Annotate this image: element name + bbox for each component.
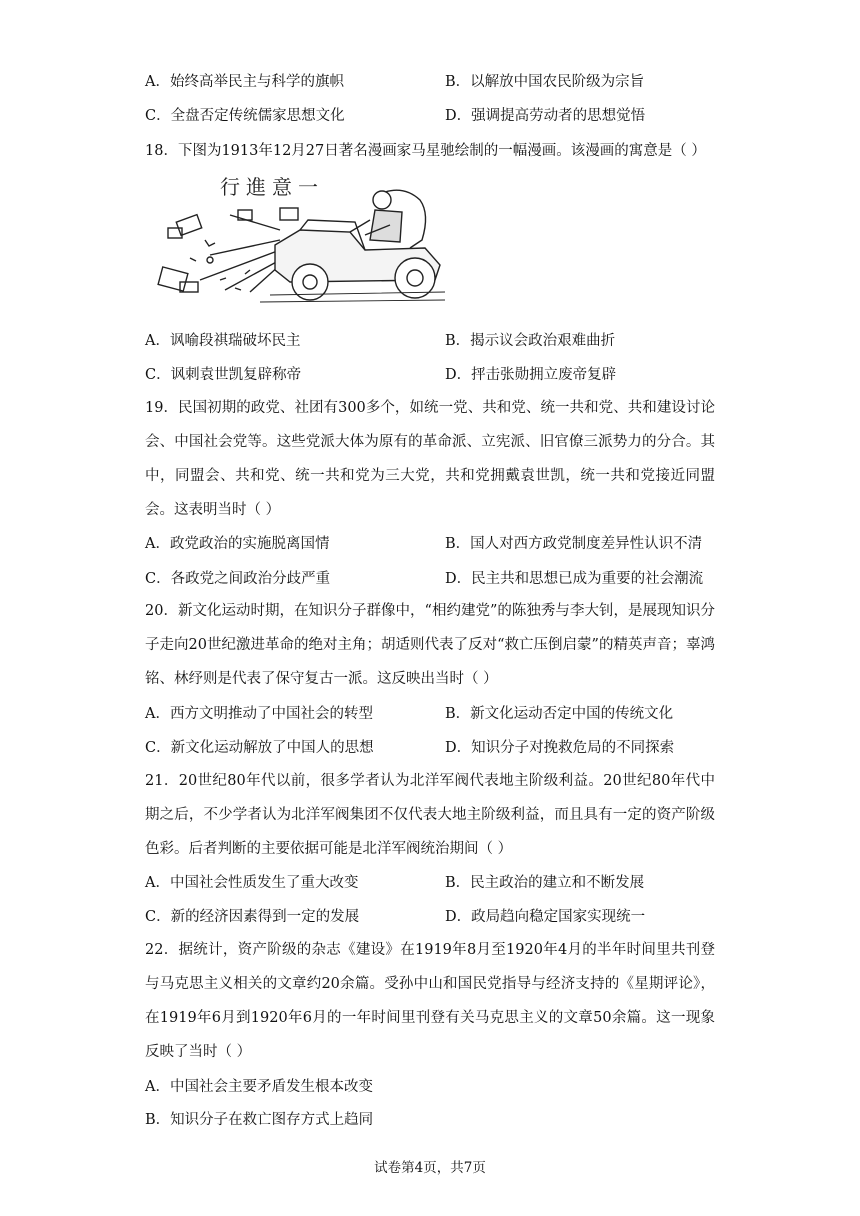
q22-option-b: B．知识分子在救亡图存方式上趋同 bbox=[145, 1112, 374, 1128]
q20-option-c: C．新文化运动解放了中国人的思想 bbox=[145, 740, 374, 756]
svg-text:行進意一: 行進意一 bbox=[220, 175, 324, 199]
q17-option-d: D．强调提高劳动者的思想觉悟 bbox=[445, 108, 646, 124]
page-footer: 试卷第4页，共7页 bbox=[374, 1160, 486, 1176]
q18-option-a: A．讽喻段祺瑞破坏民主 bbox=[145, 333, 301, 349]
q18-stem: 18．下图为1913年12月27日著名漫画家马星驰绘制的一幅漫画。该漫画的寓意是（ ） bbox=[145, 143, 706, 159]
q20-option-d: D．知识分子对挽救危局的不同探索 bbox=[445, 740, 675, 756]
q21-option-b: B．民主政治的建立和不断发展 bbox=[445, 875, 645, 891]
q21-option-c: C．新的经济因素得到一定的发展 bbox=[145, 909, 360, 925]
q19-option-c: C．各政党之间政治分歧严重 bbox=[145, 571, 331, 587]
q21-option-a: A．中国社会性质发生了重大改变 bbox=[145, 875, 359, 891]
q20-stem: 20．新文化运动时期，在知识分子群像中，“相约建党”的陈独秀与李大钊，是展现知识分子走向20世纪激进革命的绝对主角；胡适则代表了反对“救亡压倒启蒙”的精英声音；辜鸿铭、林纾则是代表了保守复古一派。这反映出当时（ ） bbox=[145, 603, 715, 687]
q21-option-d: D．政局趋向稳定国家实现统一 bbox=[445, 909, 646, 925]
q17-option-a: A．始终高举民主与科学的旗帜 bbox=[145, 74, 344, 90]
q17-option-c: C．全盘否定传统儒家思想文化 bbox=[145, 108, 345, 124]
q17-option-b: B．以解放中国农民阶级为宗旨 bbox=[445, 74, 645, 90]
q19-option-a: A．政党政治的实施脱离国情 bbox=[145, 536, 330, 552]
q19-option-d: D．民主共和思想已成为重要的社会潮流 bbox=[445, 571, 704, 587]
q20-option-a: A．西方文明推动了中国社会的转型 bbox=[145, 706, 373, 722]
q18-option-d: D．抨击张勋拥立废帝复辟 bbox=[445, 367, 617, 383]
q19-stem: 19．民国初期的政党、社团有300多个，如统一党、共和党、统一共和党、共和建设讨论会、中国社会党等。这些党派大体为原有的革命派、立宪派、旧官僚三派势力的分合。其中，同盟会、共和党、统一共和党为三大党，共和党拥戴袁世凯，统一共和党接近同盟会。这表明当时（ ） bbox=[145, 400, 715, 518]
q18-option-c: C．讽刺袁世凯复辟称帝 bbox=[145, 367, 302, 383]
q22-option-a: A．中国社会主要矛盾发生根本改变 bbox=[145, 1079, 373, 1095]
q18-option-b: B．揭示议会政治艰难曲折 bbox=[445, 333, 616, 349]
q21-stem: 21．20世纪80年代以前，很多学者认为北洋军阀代表地主阶级利益。20世纪80年代中期之后，不少学者认为北洋军阀集团不仅代表大地主阶级利益，而且具有一定的资产阶级色彩。后者判断的主要依据可能是北洋军阀统治期间（ ） bbox=[145, 773, 715, 857]
q19-option-b: B．国人对西方政党制度差异性认识不清 bbox=[445, 536, 703, 552]
q20-option-b: B．新文化运动否定中国的传统文化 bbox=[445, 706, 674, 722]
q22-stem: 22．据统计，资产阶级的杂志《建设》在1919年8月至1920年4月的半年时间里共刊登与马克思主义相关的文章约20余篇。受孙中山和国民党指导与经济支持的《星期评论》，在1919年6月到1920年6月的一年时间里刊登有关马克思主义的文章50余篇。这一现象反映了当时（ ） bbox=[145, 942, 715, 1060]
political-cartoon-image bbox=[150, 170, 450, 310]
